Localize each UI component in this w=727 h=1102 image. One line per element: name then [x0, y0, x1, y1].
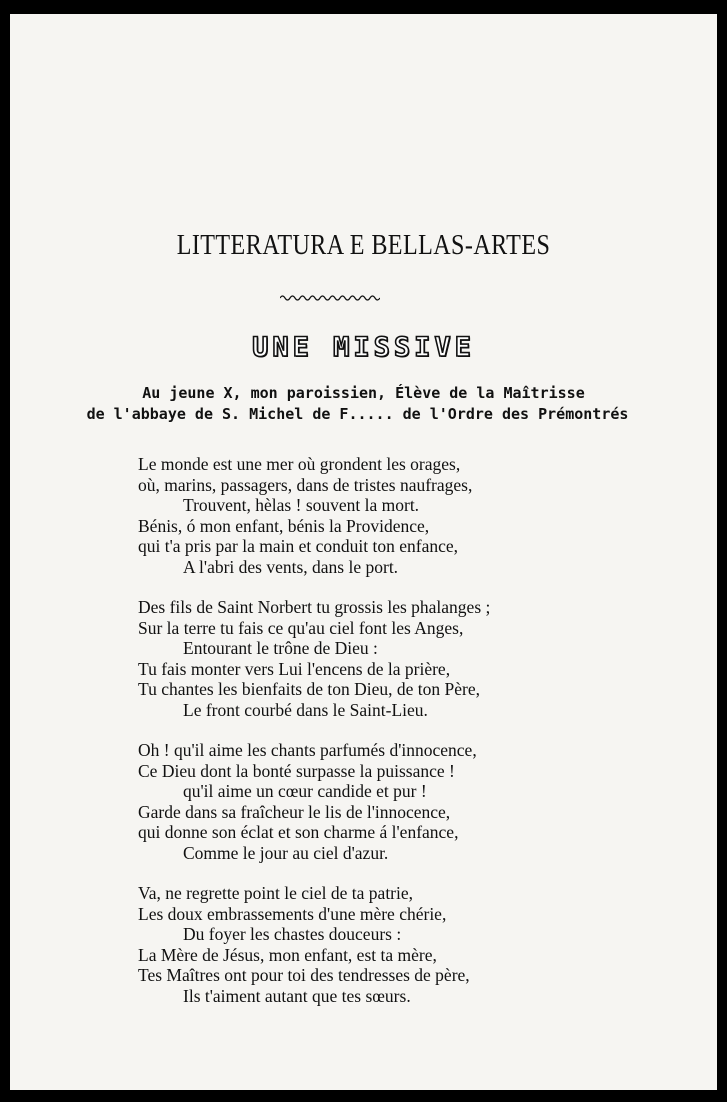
verse-line: La Mère de Jésus, mon enfant, est ta mère,	[138, 944, 437, 965]
stanza-2	[138, 597, 490, 720]
verse-line: où, marins, passagers, dans de tristes naufrages,	[138, 474, 473, 495]
verse-line: Tu fais monter vers Lui l'encens de la prière,	[138, 658, 451, 679]
stanza-3	[138, 740, 490, 863]
verse-line: Trouvent, hèlas ! souvent la mort.	[183, 495, 420, 515]
verse-line: Va, ne regrette point le ciel de ta patrie,	[138, 883, 414, 903]
verse-line: Les doux embrassements d'une mère chérie,	[138, 903, 447, 924]
stanza-1	[138, 454, 490, 577]
title-ornament	[280, 293, 380, 301]
verse-line: Du foyer les chastes douceurs :	[183, 924, 402, 944]
verse-line: qu'il aime un cœur candide et pur !	[183, 781, 427, 801]
stanza-4	[138, 883, 490, 1006]
verse-line: Sur la terre tu fais ce qu'au ciel font les Anges,	[138, 617, 464, 638]
dedication-line-2: de l'abbaye de S. Michel de F..... de l'Ordre des Prémontrés	[86, 405, 629, 423]
verse-line: A l'abri des vents, dans le port.	[183, 556, 399, 577]
poem-body	[138, 454, 490, 1026]
verse-line: Ils t'aiment autant que tes sœurs.	[183, 985, 411, 1006]
verse-line: Oh ! qu'il aime les chants parfumés d'innocence,	[138, 740, 477, 760]
verse-line: Ce Dieu dont la bonté surpasse la puissance !	[138, 760, 455, 781]
verse-line: Des fils de Saint Norbert tu grossis les phalanges ;	[138, 597, 491, 617]
verse-line: Bénis, ó mon enfant, bénis la Providence,	[138, 515, 430, 536]
dedication-line-1: Au jeune X, mon paroissien, Élève de la Maîtrisse	[142, 384, 585, 402]
verse-line: qui t'a pris par la main et conduit ton enfance,	[138, 536, 458, 556]
verse-line: Comme le jour au ciel d'azur.	[183, 842, 389, 863]
verse-line: Le monde est une mer où grondent les orages,	[138, 454, 461, 474]
verse-line: Le front courbé dans le Saint-Lieu.	[183, 699, 428, 720]
document-page	[10, 14, 717, 1090]
verse-line: Garde dans sa fraîcheur le lis de l'innocence,	[138, 801, 451, 822]
poem-title: UNE MISSIVE	[252, 332, 475, 363]
section-title: LITTERATURA E BELLAS-ARTES	[176, 230, 551, 261]
verse-line: qui donne son éclat et son charme á l'enfance,	[138, 822, 459, 842]
verse-line: Tes Maîtres ont pour toi des tendresses de père,	[138, 965, 470, 985]
verse-line: Tu chantes les bienfaits de ton Dieu, de ton Père,	[138, 679, 480, 699]
verse-line: Entourant le trône de Dieu :	[183, 638, 378, 658]
